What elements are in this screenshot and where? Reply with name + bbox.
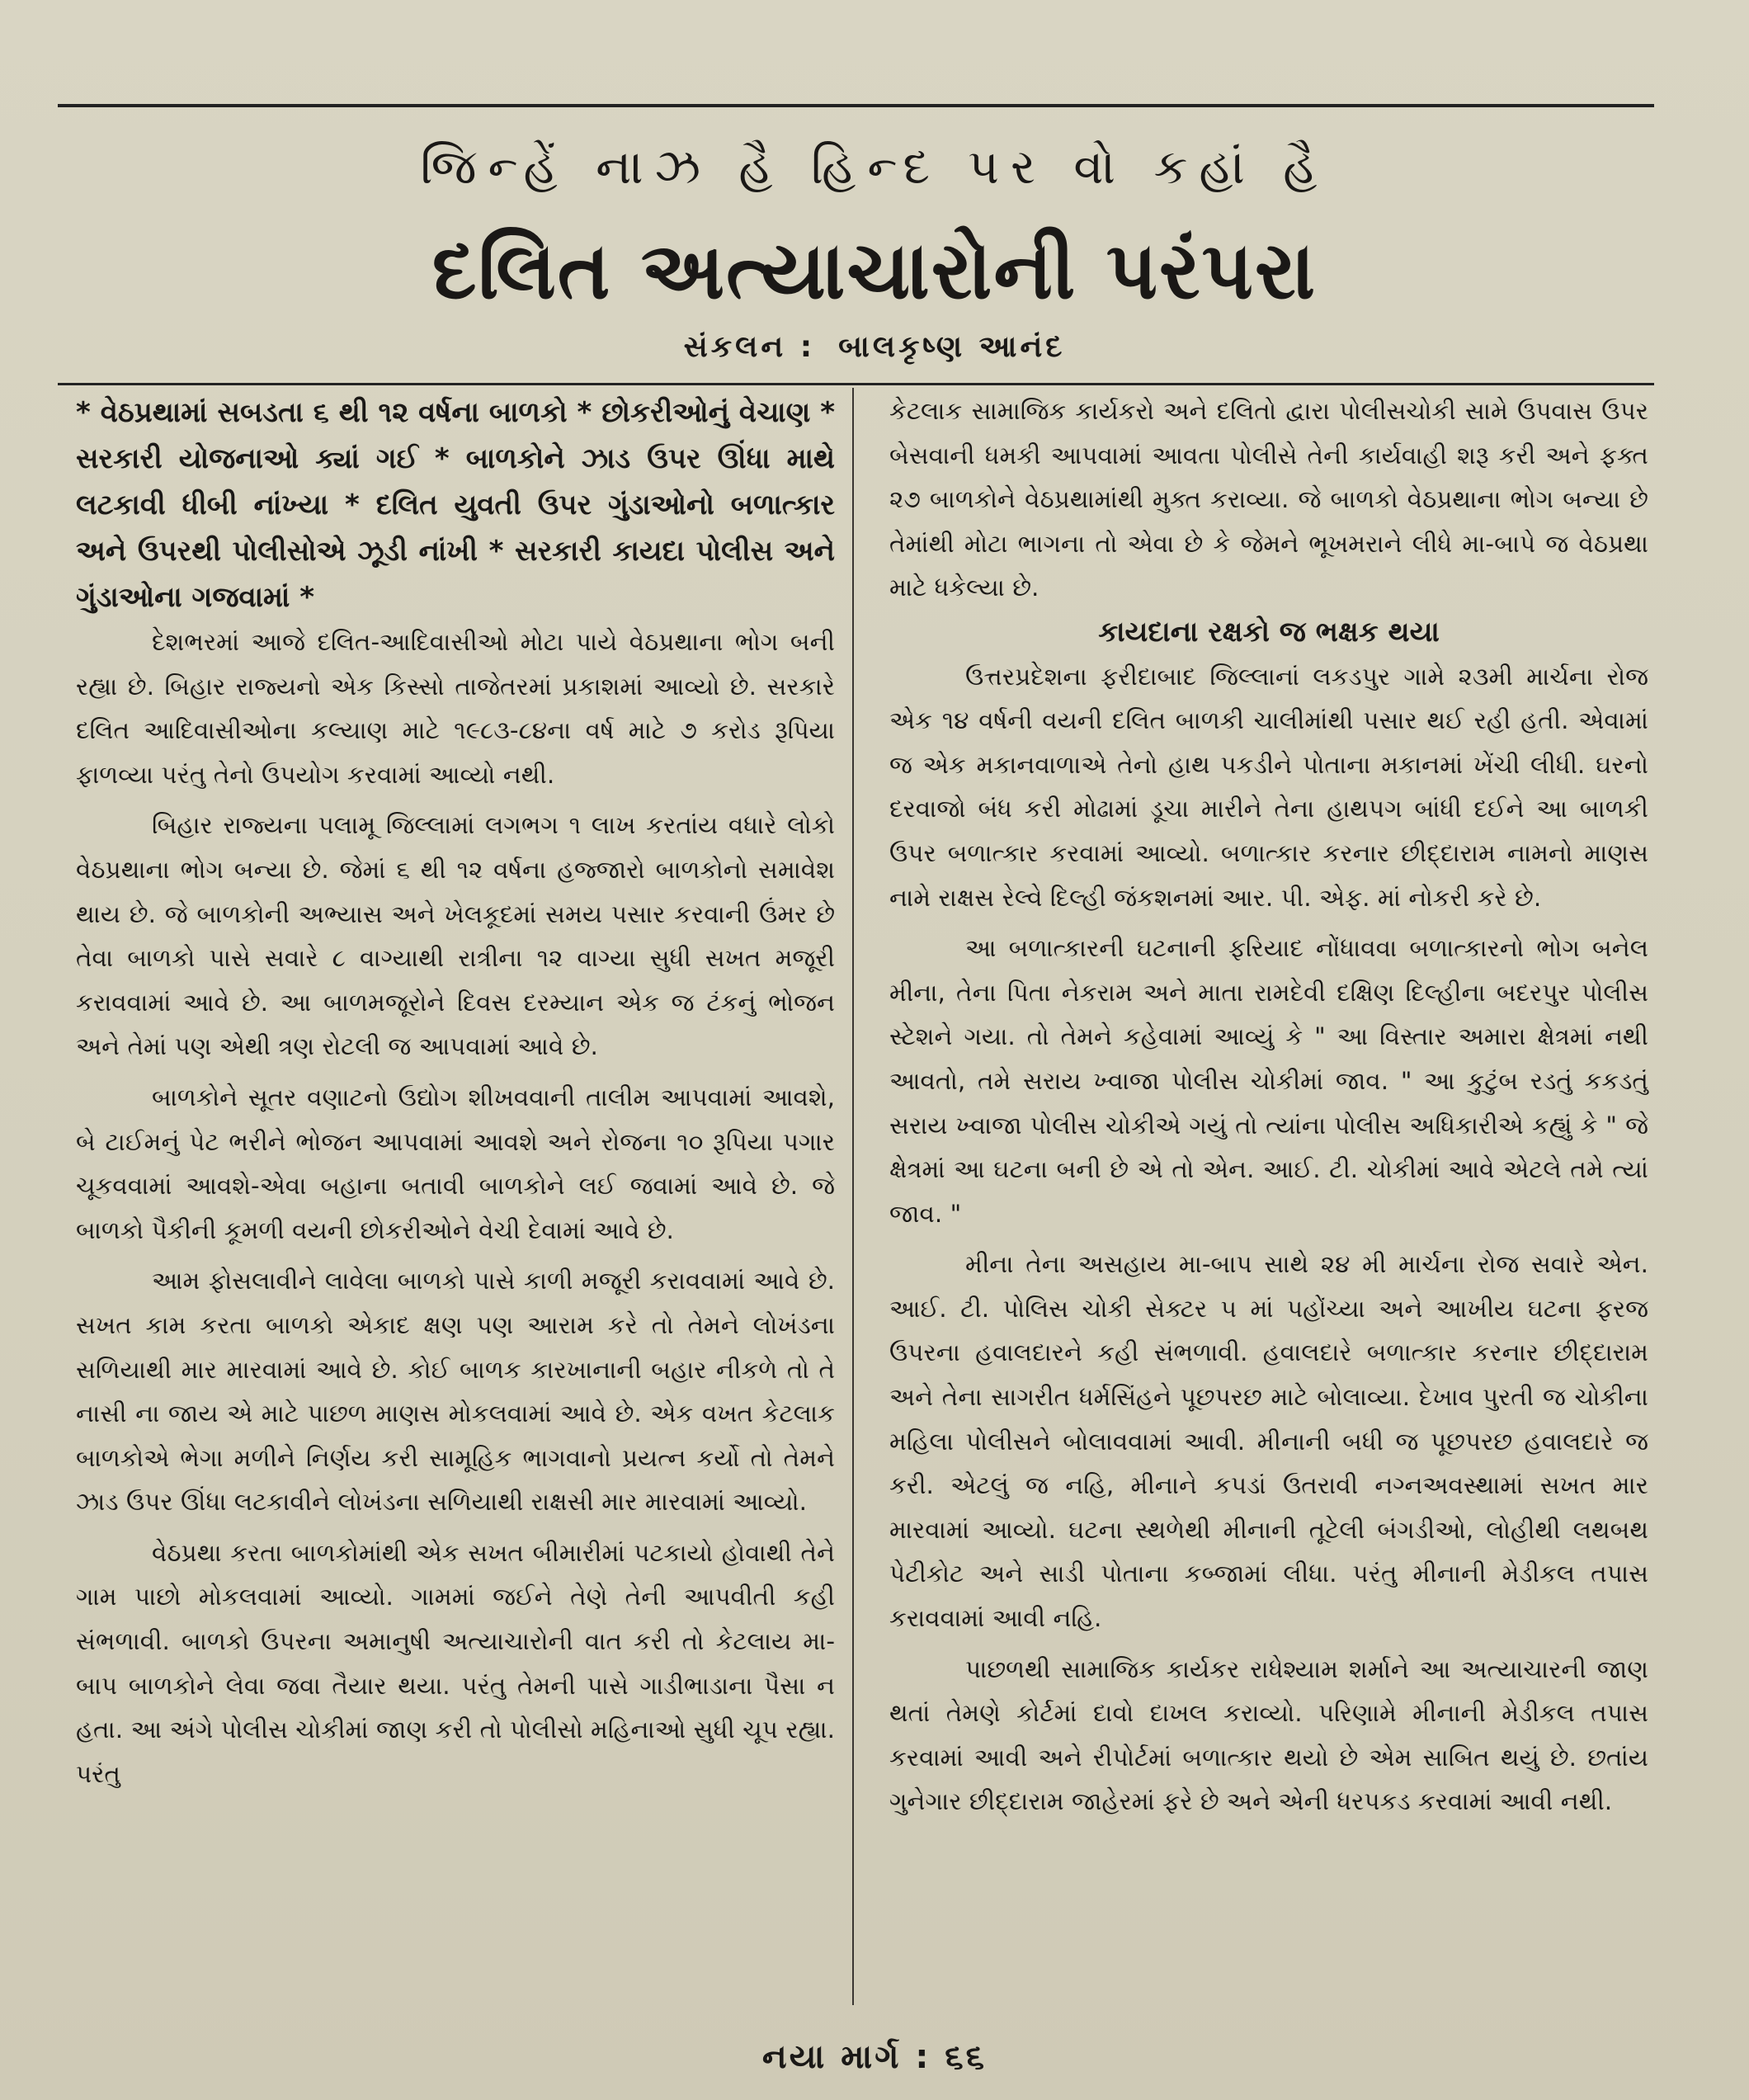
paragraph: આમ ફોસલાવીને લાવેલા બાળકો પાસે કાળી મજૂરી કરાવવામાં આવે છે. સખત કામ કરતા બાળકો એકાદ ક્ષણ પણ આરામ કરે તો તેમને લોખંડના સળિયાથી માર મારવામાં આવે છે. કોઈ બાળક કારખાનાની બહાર નીકળે તો તે નાસી ના જાય એ માટે પાછળ માણસ મોકલવામાં આવે છે. એક વખત કેટલાક બાળકોએ ભેગા મળીને નિર્ણય કરી સામૂહિક ભાગવાનો પ્રયત્ન કર્યો તો તેમને ઝાડ ઉપર ઊંધા લટકાવીને લોખંડના સળિયાથી રાક્ષસી માર મારવામાં આવ્યો. bbox=[76, 1267, 835, 1517]
article-kicker: જિન્હેં નાઝ હૈ હિન્દ પર વો કહાં હૈ bbox=[420, 139, 1329, 195]
paragraph: આ બળાત્કારની ઘટનાની ફરિયાદ નોંધાવવા બળાત્કારનો ભોગ બનેલ મીના, તેના પિતા નેકરામ અને માતા રામદેવી દક્ષિણ દિલ્હીના બદરપુર પોલીસ સ્ટેશને ગયા. તો તેમને કહેવામાં આવ્યું કે " આ વિસ્તાર અમારા ક્ષેત્રમાં નથી આવતો, તમે સરાય ખ્વાજા પોલીસ ચોકીમાં જાવ. " આ કુટુંબ રડતું કકડતું સરાય ખ્વાજા પોલીસ ચોકીએ ગયું તો ત્યાંના પોલીસ અધિકારીએ કહ્યું કે " જે ક્ષેત્રમાં આ ઘટના બની છે એ તો એન. આઈ. ટી. ચોકીમાં આવે એટલે તમે ત્યાં જાવ. " bbox=[889, 934, 1648, 1228]
paragraph: કેટલાક સામાજિક કાર્યકરો અને દલિતો દ્વારા પોલીસચોકી સામે ઉપવાસ ઉપર બેસવાની ધમકી આપવામાં આવતા પોલીસે તેની કાર્યવાહી શરૂ કરી અને ફક્ત ૨૭ બાળકોને વેઠપ્રથામાંથી મુક્ત કરાવ્યા. જે બાળકો વેઠપ્રથાના ભોગ બન્યા છે તેમાંથી મોટા ભાગના તો એવા છે કે જેમને ભૂખમરાને લીધે મા-બાપે જ વેઠપ્રથા માટે ધકેલ્યા છે. bbox=[889, 397, 1648, 602]
paragraph: દેશભરમાં આજે દલિત-આદિવાસીઓ મોટા પાયે વેઠપ્રથાના ભોગ બની રહ્યા છે. બિહાર રાજ્યનો એક કિસ્સો તાજેતરમાં પ્રકાશમાં આવ્યો છે. સરકારે દલિત આદિવાસીઓના કલ્યાણ માટે ૧૯૮૩-૮૪ના વર્ષ માટે ૭ કરોડ રૂપિયા ફાળવ્યા પરંતુ તેનો ઉપયોગ કરવામાં આવ્યો નથી. bbox=[76, 628, 835, 789]
right-column bbox=[889, 389, 1648, 1824]
paragraph: વેઠપ્રથા કરતા બાળકોમાંથી એક સખત બીમારીમાં પટકાયો હોવાથી તેને ગામ પાછો મોકલવામાં આવ્યો. ગામમાં જઈને તેણે તેની આપવીતી કહી સંભળાવી. બાળકો ઉપરના અમાનુષી અત્યાચારોની વાત કરી તો કેટલાય મા-બાપ બાળકોને લેવા જવા તૈયાર થયા. પરંતુ તેમની પાસે ગાડીભાડાના પૈસા ન હતા. આ અંગે પોલીસ ચોકીમાં જાણ કરી તો પોલીસો મહિનાઓ સુધી ચૂપ રહ્યા. પરંતુ bbox=[76, 1538, 835, 1788]
top-rule bbox=[58, 104, 1654, 107]
compiler-byline bbox=[0, 330, 1749, 365]
paragraph: બાળકોને સૂતર વણાટનો ઉદ્યોગ શીખવવાની તાલીમ આપવામાં આવશે, બે ટાઈમનું પેટ ભરીને ભોજન આપવામાં આવશે અને રોજના ૧૦ રૂપિયા પગાર ચૂકવવામાં આવશે-એવા બહાના બતાવી બાળકોને લઈ જવામાં આવે છે. જે બાળકો પૈકીની કૂમળી વયની છોકરીઓને વેચી દેવામાં આવે છે. bbox=[76, 1083, 835, 1244]
paragraph: પાછળથી સામાજિક કાર્યકર રાધેશ્યામ શર્માને આ અત્યાચારની જાણ થતાં તેમણે કોર્ટમાં દાવો દાખલ કરાવ્યો. પરિણામે મીનાની મેડીકલ તપાસ કરવામાં આવી અને રીપોર્ટમાં બળાત્કાર થયો છે એમ સાબિત થયું છે. છતાંય ગુનેગાર છીદ્દારામ જાહેરમાં ફરે છે અને એની ધરપકડ કરવામાં આવી નથી. bbox=[889, 1654, 1648, 1816]
compiler-name: બાલકૃષ્ણ આનંદ bbox=[838, 330, 1066, 364]
compiler-label: સંકલન : bbox=[683, 330, 816, 364]
paragraph: બિહાર રાજ્યના પલામૂ જિલ્લામાં લગભગ ૧ લાખ કરતાંય વધારે લોકો વેઠપ્રથાના ભોગ બન્યા છે. જેમાં ૬ થી ૧૨ વર્ષના હજ્જારો બાળકોનો સમાવેશ થાય છે. જે બાળકોની અભ્યાસ અને ખેલકૂદમાં સમય પસાર કરવાની ઉંમર છે તેવા બાળકો પાસે સવારે ૮ વાગ્યાથી રાત્રીના ૧૨ વાગ્યા સુધી સખત મજૂરી કરાવવામાં આવે છે. આ બાળમજૂરોને દિવસ દરમ્યાન એક જ ટંકનું ભોજન અને તેમાં પણ એથી ત્રણ રોટલી જ આપવામાં આવે છે. bbox=[76, 811, 835, 1061]
left-column bbox=[76, 389, 835, 1796]
paragraph: ઉત્તરપ્રદેશના ફરીદાબાદ જિલ્લાનાં લકડપુર ગામે ૨૩મી માર્ચના રોજ એક ૧૪ વર્ષની વયની દલિત બાળકી ચાલીમાંથી પસાર થઈ રહી હતી. એવામાં જ એક મકાનવાળાએ તેનો હાથ પકડીને પોતાના મકાનમાં ખેંચી લીધી. ઘરનો દરવાજો બંધ કરી મોઢામાં ડૂચા મારીને તેના હાથપગ બાંધી દઈને આ બાળકી ઉપર બળાત્કાર કરવામાં આવ્યો. બળાત્કાર કરનાર છીદ્દારામ નામનો માણસ નામે રાક્ષસ રેલ્વે દિલ્હી જંકશનમાં આર. પી. એફ. માં નોકરી કરે છે. bbox=[889, 662, 1648, 912]
column-divider bbox=[852, 388, 854, 2005]
page-footer: નયા માર્ગ : ૬૬ bbox=[761, 2038, 988, 2076]
paragraph: મીના તેના અસહાય મા-બાપ સાથે ૨૪ મી માર્ચના રોજ સવારે એન. આઈ. ટી. પોલિસ ચોકી સેક્ટર ૫ માં પહોંચ્યા અને આખીય ઘટના ફરજ ઉપરના હવાલદારને કહી સંભળાવી. હવાલદારે બળાત્કાર કરનાર છીદ્દારામ અને તેના સાગરીત ધર્મસિંહને પૂછપરછ માટે બોલાવ્યા. દેખાવ પુરતી જ ચોકીના મહિલા પોલીસને બોલાવવામાં આવી. મીનાની બધી જ પૂછપરછ હવાલદારે જ કરી. એટલું જ નહિ, મીનાને કપડાં ઉતરાવી નગ્નઅવસ્થામાં સખત માર મારવામાં આવ્યો. ઘટના સ્થળેથી મીનાની તૂટેલી બંગડીઓ, લોહીથી લથબથ પેટીકોટ અને સાડી પોતાના કબ્જામાં લીધા. પરંતુ મીનાની મેડીકલ તપાસ કરાવવામાં આવી નહિ. bbox=[889, 1250, 1648, 1633]
section-subheading: કાયદાના રક્ષકો જ ભક્ષક થયા bbox=[1098, 615, 1440, 649]
article-title: દલિત અત્યાચારોની પરંપરા bbox=[431, 224, 1318, 317]
header-rule bbox=[58, 383, 1654, 385]
highlights-box: * વેઠપ્રથામાં સબડતા ૬ થી ૧૨ વર્ષના બાળકો * છોકરીઓનું વેચાણ * સરકારી યોજનાઓ ક્યાં ગઈ * બાળકોને ઝાડ ઉપર ઊંધા માથે લટકાવી ધીબી નાંખ્યા * દલિત યુવતી ઉપર ગુંડાઓનો બળાત્કાર અને ઉપરથી પોલીસોએ ઝૂડી નાંખી * સરકારી કાયદા પોલીસ અને ગુંડાઓના ગજવામાં * bbox=[76, 396, 835, 614]
